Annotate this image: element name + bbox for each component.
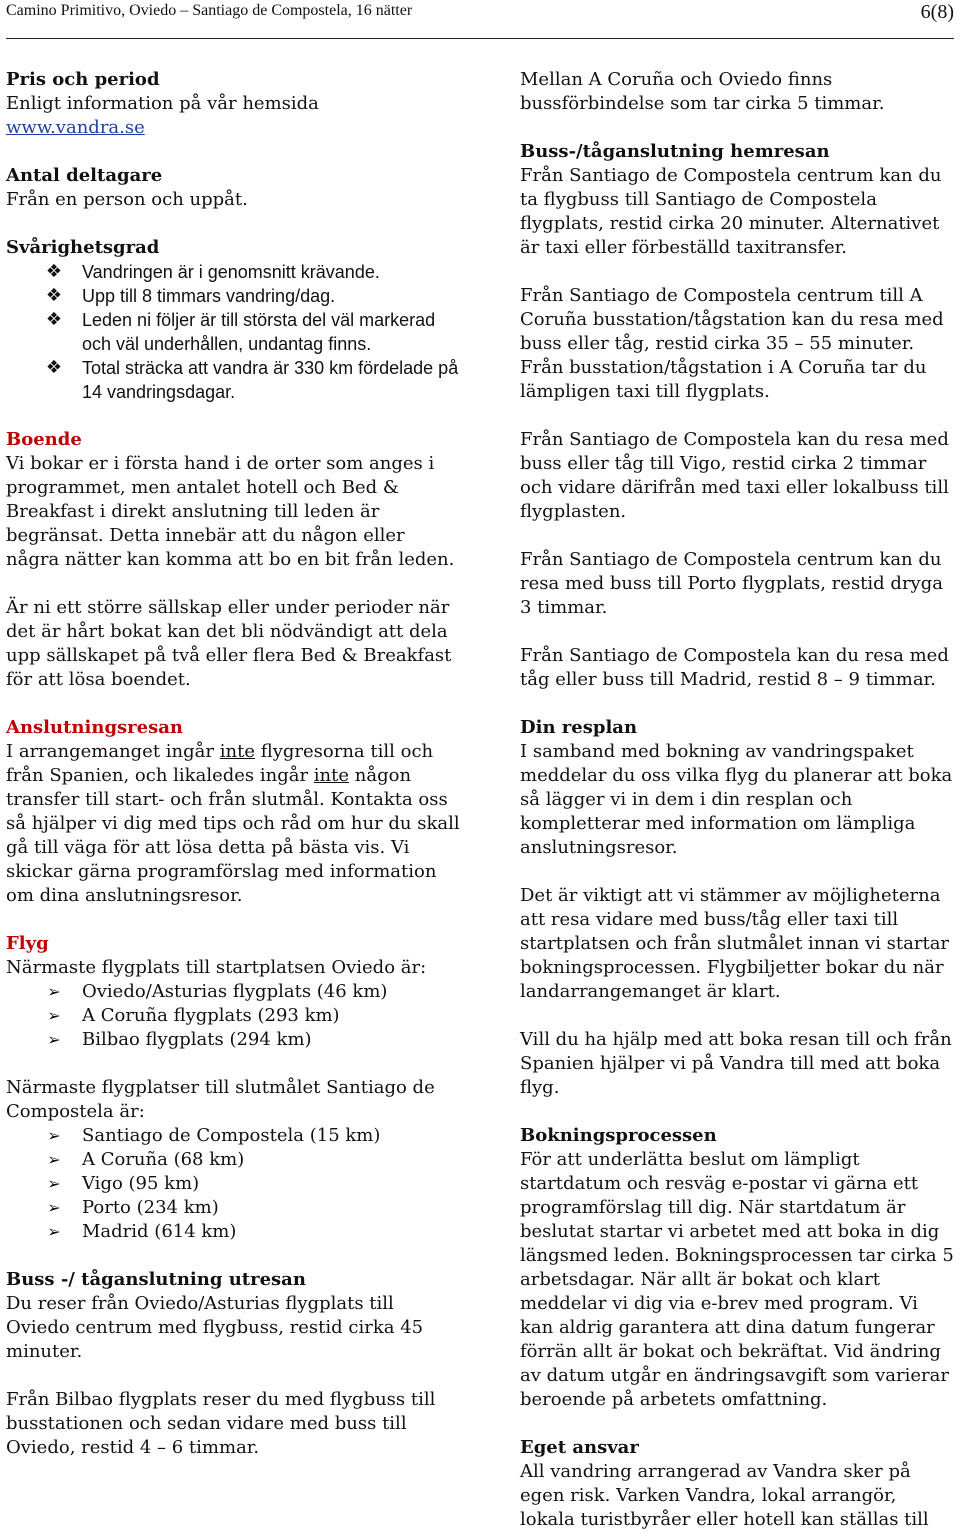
diamond-bullet-icon: ❖ — [45, 309, 63, 330]
outbound-section-2 — [6, 1388, 462, 1460]
section-heading: Flyg — [6, 933, 49, 954]
diamond-bullet-icon: ❖ — [45, 357, 63, 378]
plan-text: Vill du ha hjälp med att boka resan till och från Spanien hjälper vi på Vandra till med att boka flyg. — [520, 1029, 952, 1098]
list-item — [6, 1004, 462, 1028]
homebound-section — [520, 140, 956, 260]
list-item — [6, 1172, 462, 1196]
list-item — [6, 1148, 462, 1172]
booking-section — [520, 1124, 956, 1412]
plan-section — [520, 716, 956, 860]
section-heading: Bokningsprocessen — [520, 1125, 717, 1146]
price-text: Enligt information på vår hemsida — [6, 93, 319, 114]
homebound-text: Från Santiago de Compostela centrum kan du resa med buss till Porto flygplats, restid dryga 3 timmar. — [520, 549, 943, 618]
page-number: 6(8) — [920, 1, 954, 23]
responsibility-section — [520, 1436, 956, 1532]
outbound-text: Från Bilbao flygplats reser du med flygbuss till busstationen och sedan vidare med buss till Oviedo, restid 4 – 6 timmar. — [6, 1389, 436, 1458]
participants-text: Från en person och uppåt. — [6, 189, 248, 210]
arrow-bullet-icon: ➢ — [47, 1126, 61, 1145]
diamond-bullet-icon: ❖ — [45, 285, 63, 306]
emphasis-text: inte — [219, 741, 255, 762]
homebound-text: Från Santiago de Compostela kan du resa med buss eller tåg till Vigo, restid cirka 2 timmar och vidare därifrån med taxi eller lokalbuss till flygplasten. — [520, 429, 949, 522]
accommodation-section — [6, 428, 462, 572]
accommodation-text: Är ni ett större sällskap eller under perioder när det är hårt bokat kan det bli nödvändigt att dela upp sällskapet på två eller flera Bed & Breakfast för att lösa boendet. — [6, 597, 452, 690]
plan-text: Det är viktigt att vi stämmer av möjligheterna att resa vidare med buss/tåg eller taxi till startplatsen och från slutmålet innan vi startar bokningsprocessen. Flygbiljetter bokar du när landarrangemanget är klart. — [520, 885, 950, 1002]
text-run: I arrangemanget ingår — [6, 741, 220, 762]
section-heading: Anslutningsresan — [6, 717, 183, 738]
homebound-section-5 — [520, 644, 956, 692]
page-header — [6, 0, 954, 39]
list-item-text: Porto (234 km) — [82, 1197, 219, 1218]
accommodation-text: Vi bokar er i första hand i de orter som anges i programmet, men antalet hotell och Bed & Breakfast i direkt anslutning till leden är begränsat. Detta innebär att du någon eller några nätter kan komma att bo en bit från leden. — [6, 453, 455, 570]
list-item-text: Santiago de Compostela (15 km) — [82, 1125, 381, 1146]
responsibility-text: All vandring arrangerad av Vandra sker på egen risk. Varken Vandra, lokal arrangör, lokala turistbyråer eller hotell kan ställas till — [520, 1461, 929, 1530]
price-section — [6, 68, 462, 140]
difficulty-list — [6, 260, 462, 404]
homebound-section-4 — [520, 548, 956, 620]
end-airports-section — [6, 1076, 462, 1244]
left-column — [6, 68, 462, 1460]
plan-section-2 — [520, 884, 956, 1004]
list-item-text: A Coruña (68 km) — [82, 1149, 245, 1170]
end-airports-list — [6, 1124, 462, 1244]
section-heading: Antal deltagare — [6, 165, 163, 186]
accommodation-section-2 — [6, 596, 462, 692]
arrow-bullet-icon: ➢ — [47, 1150, 61, 1169]
arrow-bullet-icon: ➢ — [47, 1006, 61, 1025]
list-item — [6, 980, 462, 1004]
difficulty-section — [6, 236, 462, 404]
arrow-bullet-icon: ➢ — [47, 1222, 61, 1241]
list-item-text: Oviedo/Asturias flygplats (46 km) — [82, 981, 388, 1002]
plan-section-3 — [520, 1028, 956, 1100]
list-item — [6, 1124, 462, 1148]
list-item — [6, 284, 462, 308]
website-link[interactable]: www.vandra.se — [6, 117, 145, 138]
flights-intro: Närmaste flygplats till startplatsen Oviedo är: — [6, 957, 427, 978]
outbound-section — [6, 1268, 462, 1364]
arrow-bullet-icon: ➢ — [47, 1198, 61, 1217]
list-item — [6, 1028, 462, 1052]
outbound-text: Du reser från Oviedo/Asturias flygplats till Oviedo centrum med flygbuss, restid cirka 45 minuter. — [6, 1293, 424, 1362]
list-item-text: Upp till 8 timmars vandring/dag. — [82, 286, 336, 306]
homebound-text: Från Santiago de Compostela kan du resa med tåg eller buss till Madrid, restid 8 – 9 timmar. — [520, 645, 949, 690]
list-item-text: Bilbao flygplats (294 km) — [82, 1029, 312, 1050]
list-item — [6, 260, 462, 284]
list-item — [6, 1220, 462, 1244]
intro-text: Mellan A Coruña och Oviedo finns bussförbindelse som tar cirka 5 timmar. — [520, 69, 885, 114]
booking-text: För att underlätta beslut om lämpligt startdatum och resväg e-postar vi gärna ett programförslag till dig. När startdatum är beslutat startar vi arbetet med att boka in dig längsmed leden. Bokningsprocessen tar cirka 5 arbetsdagar. När allt är bokat och klart meddelar vi dig via e-brev med program. Vi kan aldrig garantera att dina datum fungerar förrän allt är bokat och bekräftat. Vid ändring av datum utgår en ändringsavgift som varierar beroende på arbetets omfattning. — [520, 1149, 954, 1410]
section-heading: Buss-/tåganslutning hemresan — [520, 141, 830, 162]
list-item-text: Total sträcka att vandra är 330 km fördelade på 14 vandringsdagar. — [82, 358, 459, 402]
homebound-text: Från Santiago de Compostela centrum kan du ta flygbuss till Santiago de Compostela flygplats, restid cirka 20 minuter. Alternativet är taxi eller förbeställd taxitransfer. — [520, 165, 942, 258]
list-item-text: Vigo (95 km) — [82, 1173, 200, 1194]
list-item-text: Leden ni följer är till största del väl markerad och väl underhållen, undantag finns. — [82, 310, 436, 354]
right-column — [520, 68, 956, 1532]
participants-section — [6, 164, 462, 212]
flights-section — [6, 932, 462, 1052]
section-heading: Din resplan — [520, 717, 638, 738]
list-item — [6, 1196, 462, 1220]
emphasis-text: inte — [313, 765, 350, 786]
arrow-bullet-icon: ➢ — [47, 1030, 61, 1049]
connection-section — [6, 716, 462, 908]
text-run: flygresorna till och från Spanien, och likaledes ingår — [6, 741, 434, 786]
document-title: Camino Primitivo, Oviedo – Santiago de Compostela, 16 nätter — [6, 2, 413, 19]
plan-text: I samband med bokning av vandringspaket meddelar du oss vilka flyg du planerar att boka så lägger vi in dem i din resplan och kompletterar med information om lämpliga anslutningsresor. — [520, 741, 953, 858]
arrow-bullet-icon: ➢ — [47, 982, 61, 1001]
list-item-text: Madrid (614 km) — [82, 1221, 237, 1242]
homebound-section-3 — [520, 428, 956, 524]
connection-text — [6, 740, 462, 908]
section-heading: Boende — [6, 429, 82, 450]
flights-intro: Närmaste flygplatser till slutmålet Santiago de Compostela är: — [6, 1077, 435, 1122]
list-item-text: A Coruña flygplats (293 km) — [82, 1005, 340, 1026]
list-item — [6, 308, 462, 356]
section-heading: Pris och period — [6, 69, 160, 90]
start-airports-list — [6, 980, 462, 1052]
intro-section — [520, 68, 956, 116]
text-run: någon transfer till start- och från slutmål. Kontakta oss så hjälper vi dig med tips och råd om hur du skall gå till väga för att lösa detta på bästa vis. Vi skickar gärna programförslag med information om dina anslutningsresor. — [6, 765, 460, 906]
homebound-text: Från Santiago de Compostela centrum till A Coruña busstation/tågstation kan du resa med buss eller tåg, restid cirka 35 – 55 minuter. Från busstation/tågstation i A Coruña tar du lämpligen taxi till flygplats. — [520, 285, 944, 402]
section-heading: Buss -/ tåganslutning utresan — [6, 1269, 306, 1290]
homebound-section-2 — [520, 284, 956, 404]
diamond-bullet-icon: ❖ — [45, 261, 63, 282]
list-item-text: Vandringen är i genomsnitt krävande. — [82, 262, 380, 282]
section-heading: Svårighetsgrad — [6, 237, 160, 258]
section-heading: Eget ansvar — [520, 1437, 639, 1458]
arrow-bullet-icon: ➢ — [47, 1174, 61, 1193]
list-item — [6, 356, 462, 404]
